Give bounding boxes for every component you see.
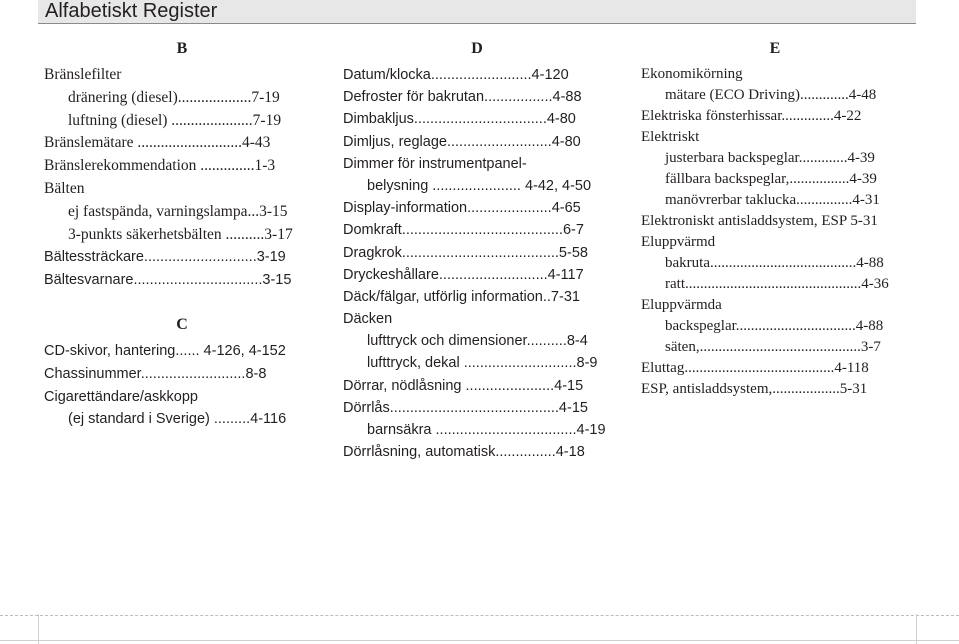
index-subentry: backspeglar................................4-88	[665, 318, 884, 334]
crop-mark-left	[38, 614, 39, 644]
section-letter-e: E	[769, 40, 781, 57]
section-letter-b: B	[176, 40, 188, 57]
index-entry: ESP, antisladdsystem,..................5-31	[641, 381, 868, 397]
index-entry: Dimbakljus.................................4-80	[343, 111, 576, 128]
index-entry: Bränslefilter	[44, 66, 122, 83]
index-subentry: lufttryck och dimensioner..........8-4	[367, 333, 588, 350]
index-subentry: bakruta.......................................4-88	[665, 255, 884, 271]
index-column-2	[343, 40, 619, 463]
index-entry: Bränslerekommendation ..............1-3	[44, 157, 276, 175]
index-subentry: justerbara backspeglar.............4-39	[665, 150, 875, 166]
page-title: Alfabetiskt Register	[45, 0, 218, 22]
section-letter-d: D	[471, 40, 483, 57]
index-entry: Dimmer för instrumentpanel-	[343, 155, 527, 172]
crop-mark-right	[916, 614, 917, 644]
index-entry: Elektriska fönsterhissar..............4-22	[641, 108, 862, 124]
index-entry: Cigarettändare/askkopp	[44, 388, 198, 405]
index-subentry: manövrerbar taklucka...............4-31	[665, 192, 880, 208]
index-entry: Eluppvärmda	[641, 297, 722, 313]
index-subentry: belysning ...................... 4-42, 4-50	[367, 177, 592, 194]
index-subentry: mätare (ECO Driving).............4-48	[665, 87, 877, 103]
index-entry: Dörrar, nödlåsning ......................4-15	[343, 377, 584, 394]
index-subentry: barnsäkra ...................................4-19	[367, 422, 606, 438]
index-entry: Eluppvärmd	[641, 234, 716, 250]
index-entry: Bälten	[44, 179, 85, 197]
header-rule	[38, 23, 916, 24]
index-entry: Bältesvarnare................................3-15	[44, 272, 292, 289]
index-entry: Dörrlåsning, automatisk...............4-18	[343, 444, 585, 461]
index-subentry: dränering (diesel)...................7-19	[68, 88, 280, 106]
index-entry: Domkraft........................................6-7	[343, 222, 584, 239]
index-entry: Ekonomikörning	[641, 66, 743, 82]
index-subentry: säten,...........................................3-7	[665, 339, 881, 355]
index-entry: Eluttag........................................4-118	[641, 360, 869, 376]
index-entry: Dörrlås..........................................4-15	[343, 399, 588, 416]
section-letter-c: C	[176, 315, 188, 333]
index-entry: Elektriskt	[641, 129, 700, 145]
index-entry: CD-skivor, hantering...... 4-126, 4-152	[44, 342, 286, 359]
index-subentry: luftning (diesel) .....................7-19	[68, 111, 282, 129]
index-subentry: 3-punkts säkerhetsbälten ..........3-17	[68, 225, 293, 243]
index-entry: Chassinummer..........................8-8	[44, 365, 267, 382]
index-entry: Däcken	[343, 311, 393, 328]
index-subentry: lufttryck, dekal ............................8-9	[367, 355, 598, 372]
index-column-1	[44, 40, 320, 431]
index-entry: Dragkrok.......................................5-58	[343, 244, 588, 261]
index-entry: Bältessträckare............................3-19	[44, 249, 286, 266]
index-subentry: ej fastspända, varningslampa...3-15	[68, 202, 288, 220]
index-entry: Datum/klocka.........................4-120	[343, 67, 569, 83]
index-subentry: fällbara backspeglar,................4-39	[665, 171, 877, 187]
index-entry: Defroster för bakrutan.................4-88	[343, 89, 582, 106]
index-subentry: ratt...............................................4-36	[665, 276, 889, 292]
index-entry: Däck/fälgar, utförlig information..7-31	[343, 288, 580, 305]
index-entry: Bränslemätare ...........................4-43	[44, 134, 271, 152]
footer-crop-line	[0, 615, 959, 616]
page-header	[38, 0, 916, 24]
index-column-3	[641, 40, 917, 400]
footer-rule	[0, 640, 959, 641]
index-entry: Dryckeshållare...........................4-117	[343, 266, 584, 283]
index-entry: Display-information.....................4-65	[343, 200, 581, 217]
index-subentry: (ej standard i Sverige) .........4-116	[68, 411, 287, 428]
index-entry: Dimljus, reglage..........................4-80	[343, 133, 581, 150]
index-entry: Elektroniskt antisladdsystem, ESP 5-31	[641, 213, 878, 229]
